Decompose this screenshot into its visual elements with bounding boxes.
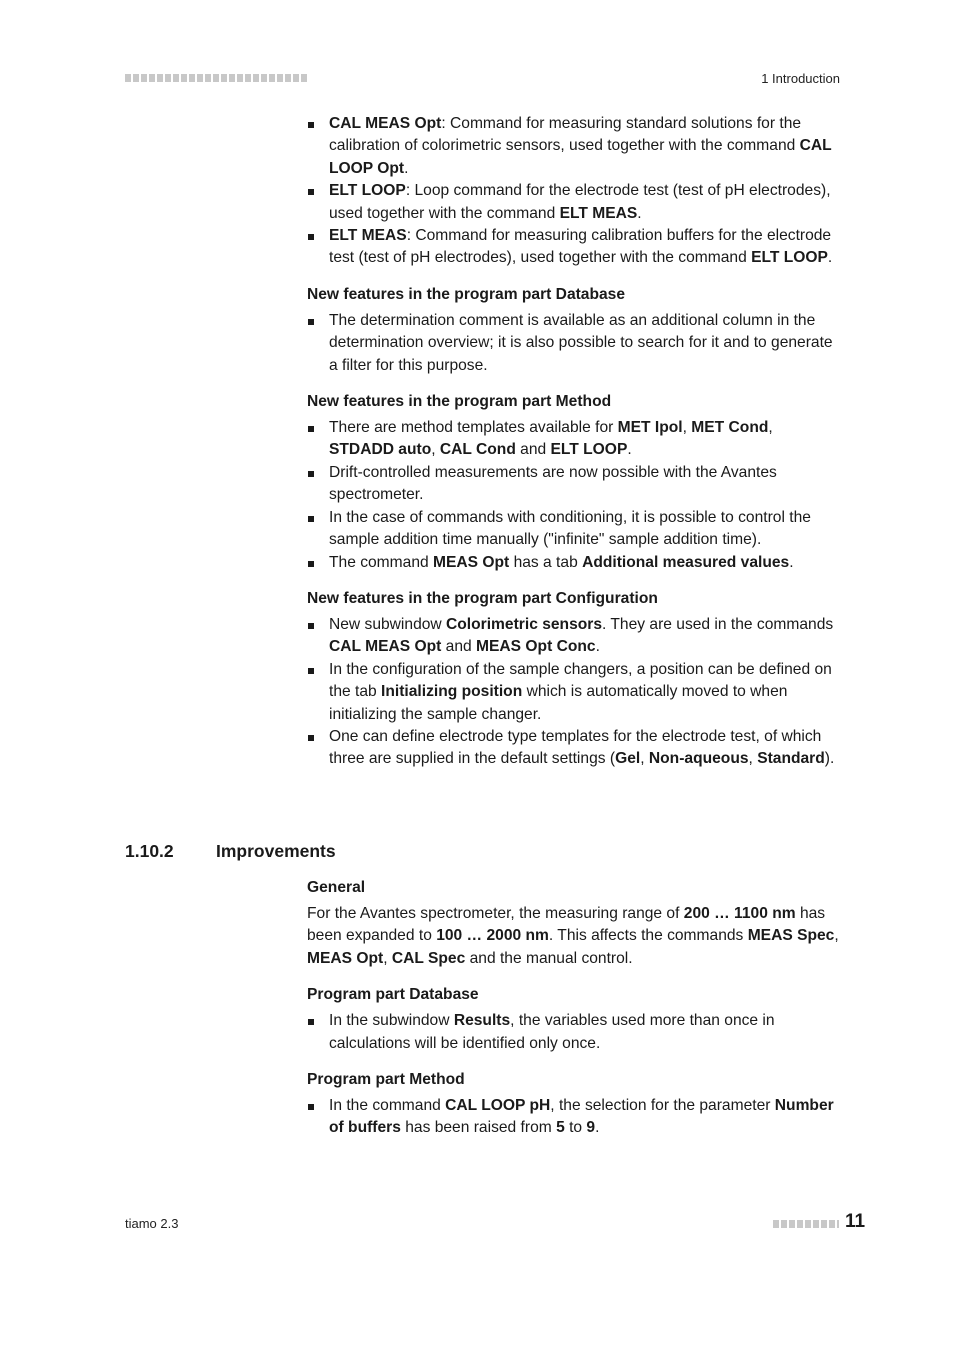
bold-term: ELT LOOP: [751, 249, 828, 267]
database-heading: New features in the program part Database: [307, 285, 626, 303]
chapter-header: 1 Introduction: [761, 71, 840, 86]
list-item: In the configuration of the sample changers, a position can be defined on the tab Initializing position which is automatically moved to when initializing the sample changer.: [307, 659, 840, 726]
program-part-method-list: [307, 1095, 840, 1140]
bold-term: ELT MEAS: [559, 204, 638, 222]
list-item: ELT MEAS: Command for measuring calibration buffers for the electrode test (test of pH electrodes), used together with the command ELT LOOP.: [307, 225, 840, 270]
list-item: ELT LOOP: Loop command for the electrode test (test of pH electrodes), used together with the command ELT MEAS.: [307, 180, 840, 225]
bold-term: MEAS Opt: [307, 949, 384, 967]
bold-term: 100 … 2000 nm: [436, 927, 549, 945]
bold-term: Gel: [615, 750, 641, 768]
bold-term: 200 … 1100 nm: [683, 905, 796, 922]
bold-term: MEAS Opt Conc: [476, 638, 596, 656]
footer-product: tiamo 2.3: [125, 1216, 179, 1231]
bold-term: MEAS Spec: [747, 927, 835, 945]
bold-term: Additional measured values: [582, 553, 790, 571]
bold-term: Results: [453, 1012, 511, 1030]
list-item: New subwindow Colorimetric sensors. They are used in the commands CAL MEAS Opt and MEAS Opt Conc.: [307, 614, 840, 659]
general-paragraph: For the Avantes spectrometer, the measuring range of 200 … 1100 nm has been expanded to 100 … 2000 nm. This affects the commands MEAS Spec, MEAS Opt, CAL Spec and the manual control.: [307, 905, 839, 967]
bold-term: CAL Spec: [391, 949, 466, 967]
list-item: CAL MEAS Opt: Command for measuring standard solutions for the calibration of colorimetric sensors, used together with the command CAL LOOP Opt.: [307, 113, 840, 180]
bold-term: CAL MEAS Opt: [329, 638, 442, 656]
bold-term: Initializing position: [381, 683, 523, 701]
section-number: 1.10.2: [125, 841, 174, 861]
general-heading: General: [307, 879, 366, 896]
list-item: The command MEAS Opt has a tab Additional measured values.: [307, 552, 840, 574]
bold-term: MET Ipol: [617, 419, 683, 437]
list-item: In the subwindow Results, the variables used more than once in calculations will be identified only once.: [307, 1010, 840, 1055]
bold-term: ELT MEAS: [329, 227, 407, 245]
bold-term: CAL MEAS Opt: [329, 115, 442, 132]
main-content-top: [307, 113, 840, 771]
list-item: One can define electrode type templates for the electrode test, of which three are supplied in the default settings (Gel, Non-aqueous, Standard).: [307, 726, 840, 771]
method-heading: New features in the program part Method: [307, 393, 612, 411]
list-item: There are method templates available for MET Ipol, MET Cond, STDADD auto, CAL Cond and ELT LOOP.: [307, 417, 840, 462]
program-part-method-heading: Program part Method: [307, 1071, 465, 1089]
configuration-list: [307, 614, 840, 771]
header-decoration: [125, 74, 307, 82]
configuration-heading: New features in the program part Configuration: [307, 589, 658, 607]
method-list: [307, 417, 840, 574]
bold-term: MET Cond: [691, 419, 769, 437]
bold-term: Colorimetric sensors: [446, 615, 603, 633]
list-item: Drift-controlled measurements are now possible with the Avantes spectrometer.: [307, 462, 840, 507]
bold-term: MEAS Opt: [433, 553, 510, 571]
bold-term: CAL LOOP Opt: [329, 137, 832, 177]
bold-term: Non-aqueous: [648, 750, 749, 768]
program-part-database-heading: Program part Database: [307, 986, 479, 1004]
bold-term: ELT LOOP: [329, 182, 406, 200]
bold-term: ELT LOOP: [550, 441, 628, 459]
footer-decoration: [773, 1220, 839, 1228]
section-title: Improvements: [216, 841, 336, 861]
list-item: In the command CAL LOOP pH, the selection for the parameter Number of buffers has been raised from 5 to 9.: [307, 1095, 840, 1140]
database-list: [307, 310, 840, 377]
bold-term: CAL Cond: [439, 441, 516, 459]
page-number: 11: [845, 1211, 866, 1232]
bold-term: Number of buffers: [329, 1097, 834, 1137]
bold-term: 5: [556, 1119, 565, 1137]
main-content-bottom: [307, 877, 840, 1140]
bold-term: Standard: [757, 750, 825, 768]
program-part-database-list: [307, 1010, 840, 1055]
bold-term: CAL LOOP pH: [445, 1097, 551, 1115]
list-item: The determination comment is available as an additional column in the determination overview; it is also possible to search for it and to generate a filter for this purpose.: [307, 310, 840, 377]
intro-list: [307, 113, 840, 270]
bold-term: STDADD auto: [329, 441, 432, 459]
list-item: In the case of commands with conditioning, it is possible to control the sample addition time manually ("infinite" sample addition time).: [307, 507, 840, 552]
bold-term: 9: [586, 1119, 596, 1137]
